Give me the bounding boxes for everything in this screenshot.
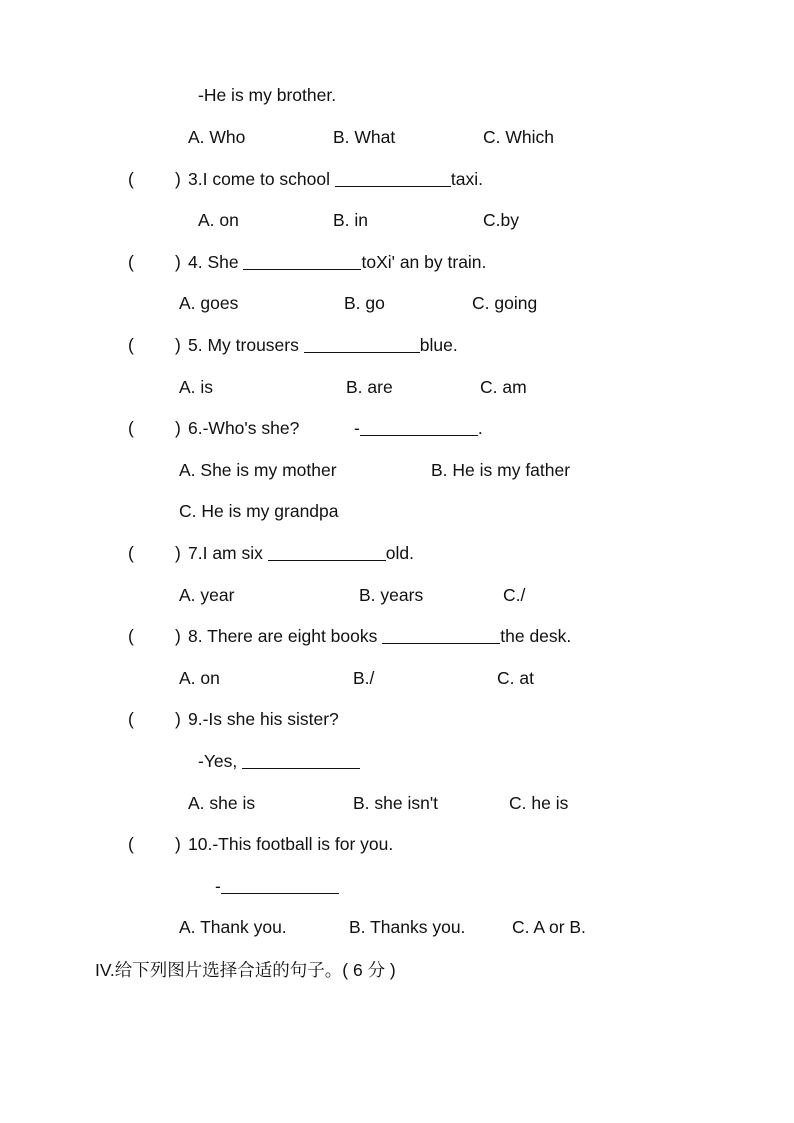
q8-text-after: the desk. <box>500 626 572 646</box>
q10-blank <box>221 892 339 894</box>
q7-blank <box>268 559 386 561</box>
q10-answer-line <box>215 876 339 896</box>
q4-text-before: 4. She <box>188 252 244 272</box>
q3-paren-open: ( <box>128 169 134 189</box>
q2-option-b: B. What <box>333 127 396 147</box>
q7-text-after: old. <box>385 543 414 563</box>
q4-paren-close: ) <box>175 252 181 272</box>
q8-paren-close: ) <box>175 626 181 646</box>
q4-option-a: A. goes <box>179 293 239 313</box>
q6-paren-open: ( <box>128 418 134 438</box>
q10-option-b: B. Thanks you. <box>349 917 466 937</box>
q9-blank <box>242 767 360 769</box>
q3-option-b: B. in <box>333 210 369 230</box>
section-4-heading: IV.给下列图片选择合适的句子。( 6 分 ) <box>95 960 396 980</box>
q4-text-after: toXi' an by train. <box>361 252 487 272</box>
q6-stem: 6.-Who's she? <box>188 418 300 438</box>
q8-paren-open: ( <box>128 626 134 646</box>
q4-option-c: C. going <box>472 293 538 313</box>
q8-option-b: B./ <box>353 668 375 688</box>
q4-paren-open: ( <box>128 252 134 272</box>
q2-option-c: C. Which <box>483 127 554 147</box>
q5-paren-close: ) <box>175 335 181 355</box>
q3-option-c: C.by <box>483 210 519 230</box>
q8-blank <box>382 642 500 644</box>
q7-paren-open: ( <box>128 543 134 563</box>
q7-stem <box>188 543 414 563</box>
q2-option-a: A. Who <box>188 127 246 147</box>
q10-dash: - <box>215 876 221 896</box>
q10-stem: 10.-This football is for you. <box>188 834 394 854</box>
q4-stem <box>188 252 486 272</box>
q6-paren-close: ) <box>175 418 181 438</box>
q5-text-after: blue. <box>419 335 458 355</box>
q6-dash: - <box>354 418 360 438</box>
q10-paren-close: ) <box>175 834 181 854</box>
q5-option-b: B. are <box>346 377 393 397</box>
q10-option-c: C. A or B. <box>512 917 586 937</box>
q5-stem <box>188 335 458 355</box>
q3-option-a: A. on <box>198 210 239 230</box>
q2-answer: -He is my brother. <box>198 85 337 105</box>
q5-blank <box>304 351 420 353</box>
q9-paren-open: ( <box>128 709 134 729</box>
q10-option-a: A. Thank you. <box>179 917 287 937</box>
q9-option-c: C. he is <box>509 793 569 813</box>
q7-text-before: 7.I am six <box>188 543 268 563</box>
q8-option-c: C. at <box>497 668 534 688</box>
q4-option-b: B. go <box>344 293 385 313</box>
q3-text-before: 3.I come to school <box>188 169 335 189</box>
q3-paren-close: ) <box>175 169 181 189</box>
q9-stem: 9.-Is she his sister? <box>188 709 339 729</box>
q8-option-a: A. on <box>179 668 220 688</box>
q5-option-c: C. am <box>480 377 527 397</box>
q6-period: . <box>477 418 483 438</box>
q3-stem <box>188 169 483 189</box>
q7-option-b: B. years <box>359 585 424 605</box>
q5-text-before: 5. My trousers <box>188 335 304 355</box>
q3-blank <box>335 185 451 187</box>
q8-stem <box>188 626 571 646</box>
q9-option-b: B. she isn't <box>353 793 439 813</box>
q9-answer: -Yes, <box>198 751 243 771</box>
q9-option-a: A. she is <box>188 793 256 813</box>
q9-paren-close: ) <box>175 709 181 729</box>
q9-answer-line <box>198 751 360 771</box>
q8-text-before: 8. There are eight books <box>188 626 383 646</box>
q6-answer-line <box>354 418 483 438</box>
q6-option-a: A. She is my mother <box>179 460 337 480</box>
q5-option-a: A. is <box>179 377 214 397</box>
q3-text-after: taxi. <box>450 169 483 189</box>
q5-paren-open: ( <box>128 335 134 355</box>
q6-option-b: B. He is my father <box>431 460 571 480</box>
q6-blank <box>360 434 478 436</box>
q6-option-c: C. He is my grandpa <box>179 501 339 521</box>
q7-option-c: C./ <box>503 585 526 605</box>
q7-option-a: A. year <box>179 585 235 605</box>
q7-paren-close: ) <box>175 543 181 563</box>
q10-paren-open: ( <box>128 834 134 854</box>
q4-blank <box>243 268 361 270</box>
